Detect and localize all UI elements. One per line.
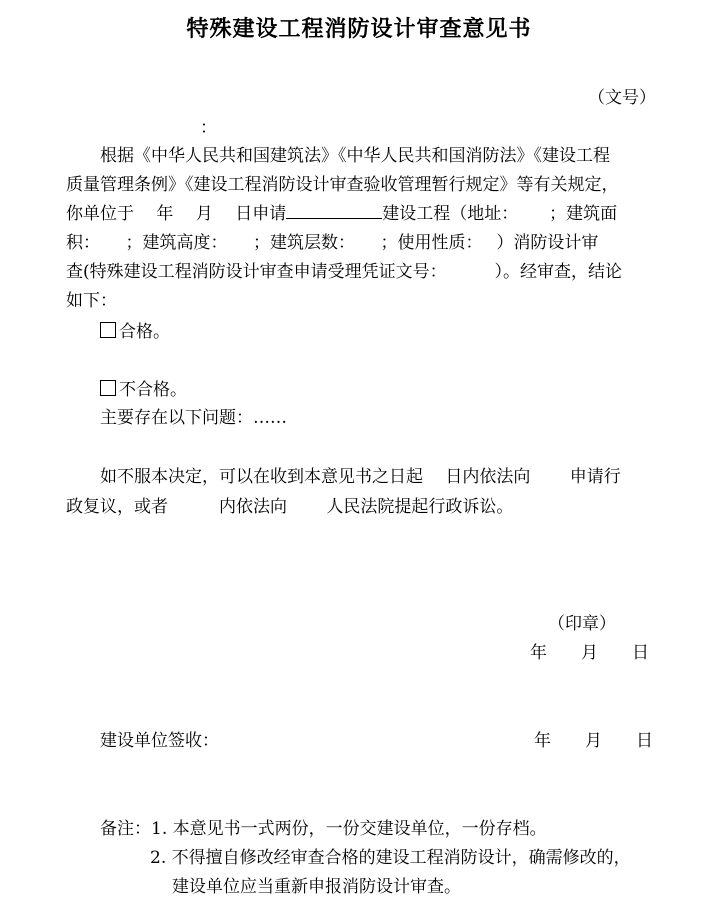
option-pass-label: 合格。 — [119, 322, 170, 342]
project-name-blank — [286, 200, 382, 219]
option-fail-label: 不合格。 — [119, 380, 187, 400]
body-line-3-end: 建设工程（地址： ；建筑面 — [382, 204, 618, 224]
review-line-2: 政复议，或者 内依法向 人民法院提起行政诉讼。 — [66, 497, 514, 517]
notes-label: 备注： — [100, 819, 151, 839]
note-item-2-cont: 建设单位应当重新申报消防设计审查。 — [172, 877, 461, 897]
sign-date: 年 月 日 — [534, 731, 653, 751]
sign-label: 建设单位签收： — [100, 731, 219, 751]
body-paragraph — [66, 142, 656, 316]
review-paragraph — [66, 462, 656, 522]
body-line-5: 查(特殊建设工程消防设计审查申请受理凭证文号： ）。经审查，结论 — [66, 262, 623, 282]
body-line-2: 质量管理条例》《建设工程消防设计审查验收管理暂行规定》等有关规定， — [66, 175, 619, 195]
note-item-1-text: 1. 本意见书一式两份，一份交建设单位，一份存档。 — [151, 819, 547, 839]
body-line-6: 如下： — [66, 291, 117, 311]
pass-checkbox[interactable] — [100, 322, 116, 338]
body-line-1: 根据《中华人民共和国建筑法》《中华人民共和国消防法》《建设工程 — [100, 146, 610, 166]
option-fail — [100, 376, 187, 404]
fail-checkbox[interactable] — [100, 380, 116, 396]
note-item-2: 2. 不得擅自修改经审查合格的建设工程消防设计，确需修改的， — [150, 848, 631, 868]
document-title: 特殊建设工程消防设计审查意见书 — [186, 16, 532, 42]
issues-label: 主要存在以下问题：…… — [100, 408, 287, 428]
body-line-4: 积： ；建筑高度： ；建筑层数： ；使用性质： ）消防设计审 — [66, 233, 599, 253]
seal-label: （印章） — [548, 614, 616, 634]
document-number: （文号） — [588, 88, 656, 108]
recipient-line: ： — [200, 118, 217, 138]
review-line-1: 如不服本决定，可以在收到本意见书之日起 日内依法向 申请行 — [100, 467, 621, 487]
option-pass — [100, 318, 170, 346]
body-line-3-start: 你单位于 年 月 日申请 — [66, 204, 287, 224]
issue-date: 年 月 日 — [530, 643, 649, 663]
body-line-3 — [66, 200, 656, 229]
note-item-1 — [100, 815, 547, 843]
